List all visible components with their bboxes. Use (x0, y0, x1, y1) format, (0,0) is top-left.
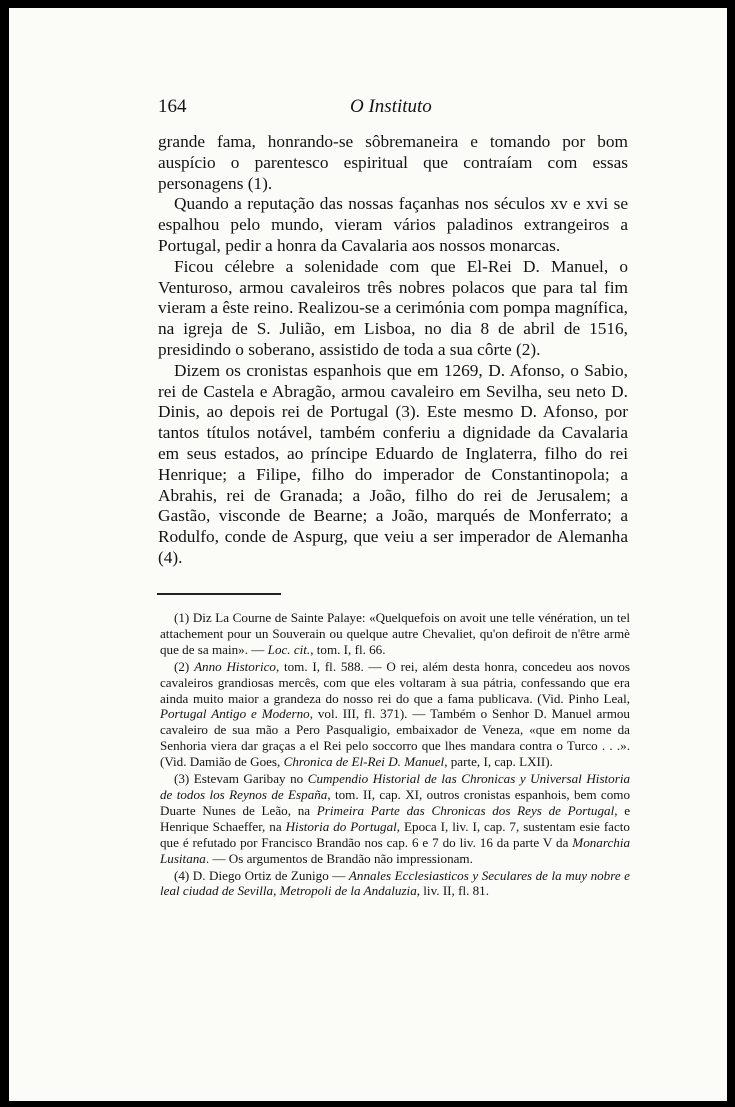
page-header (158, 96, 628, 122)
paragraph-1: grande fama, honrando-se sôbremaneira e tomando por bom auspício o parentesco espiritual que contraíam com essas personagens (1). (158, 132, 628, 193)
scan-border-bottom (0, 1101, 735, 1107)
scan-border-top (0, 0, 735, 8)
footnotes (160, 610, 630, 899)
paragraph-2: Quando a reputação das nossas façanhas nos séculos xv e xvi se espalhou pelo mundo, vieram vários paladinos extrangeiros a Portugal, pedir a honra da Cavalaria aos nossos monarcas. (158, 194, 628, 255)
footnote-separator (157, 593, 281, 595)
footnote-2: (2) Anno Historico, tom. I, fl. 588. — O rei, além desta honra, concedeu aos novos cavaleiros grandiosas mercês, com que eles voltaram à sua pátria, confessando que era ainda muito maior a grandeza do nosso rei do que a fama publicava. (Vid. Pinho Leal, Portugal Antigo e Moderno, vol. III, fl. 371). — Também o Senhor D. Manuel armou cavaleiro de sua mão a Pero Pasqualigio, embaixador de Veneza, «que em nome da Senhoria viera dar graças a el Rei pelo soccorro que lhes mandara contra o Turco . . .». (Vid. Damião de Goes, Chronica de El-Rei D. Manuel, parte, I, cap. LXII). (160, 658, 630, 770)
paragraph-4: Dizem os cronistas espanhois que em 1269, D. Afonso, o Sabio, rei de Castela e Abragão, armou cavaleiro em Sevilha, seu neto D. Dinis, ao depois rei de Portugal (3). Este mesmo D. Afonso, por tantos títulos notável, também conferiu a dignidade da Cavalaria em seus estados, ao príncipe Eduardo de Inglaterra, filho do rei Henrique; a Filipe, filho do imperador de Constantinopola; a Abrahis, rei de Granada; a João, filho do rei de Jerusalem; a Gastão, visconde de Bearne; a João, marqués de Monferrato; a Rodulfo, conde de Aspurg, que veiu a ser imperador de Alemanha (4). (158, 360, 628, 567)
paragraph-3: Ficou célebre a solenidade com que El-Rei D. Manuel, o Venturoso, armou cavaleiros três nobres polacos que para tal fim vieram a êste reino. Realizou-se a cerimónia com pompa magnífica, na igreja de S. Julião, em Lisboa, no dia 8 de abril de 1516, presidindo o soberano, assistido de toda a sua côrte (2). (158, 256, 628, 359)
footnote-3: (3) Estevam Garibay no Cumpendio Historial de las Chronicas y Universal Historia de todos los Reynos de España, tom. II, cap. XI, outros cronistas espanhois, bem como Duarte Nunes de Leão, na Primeira Parte das Chronicas dos Reys de Portugal, e Henrique Schaeffer, na Historia do Portugal, Epoca I, liv. I, cap. 7, sustentam esie facto que é refutado por Francisco Brandão nos cap. 6 e 7 do liv. 16 da parte V da Monarchia Lusitana. — Os argumentos de Brandão não impressionam. (160, 771, 631, 866)
footnote-1: (1) Diz La Courne de Sainte Palaye: «Quelquefois on avoit une telle vénération, un tel attachement pour un Souverain ou quelque autre Chevaliet, qu'on defiroit de n'être armè que de sa main». — Loc. cit., tom. I, fl. 66. (160, 610, 630, 657)
scan-border-right (727, 0, 735, 1107)
page-number: 164 (158, 96, 187, 117)
scan-border-left (0, 0, 9, 1107)
running-title: O Instituto (350, 96, 432, 117)
footnote-4: (4) D. Diego Ortiz de Zunigo — Annales Ecclesiasticos y Seculares de la muy nobre e leal ciudad de Sevilla, Metropoli de la Andaluzia, liv. II, fl. 81. (160, 867, 630, 899)
body-text (158, 132, 628, 569)
